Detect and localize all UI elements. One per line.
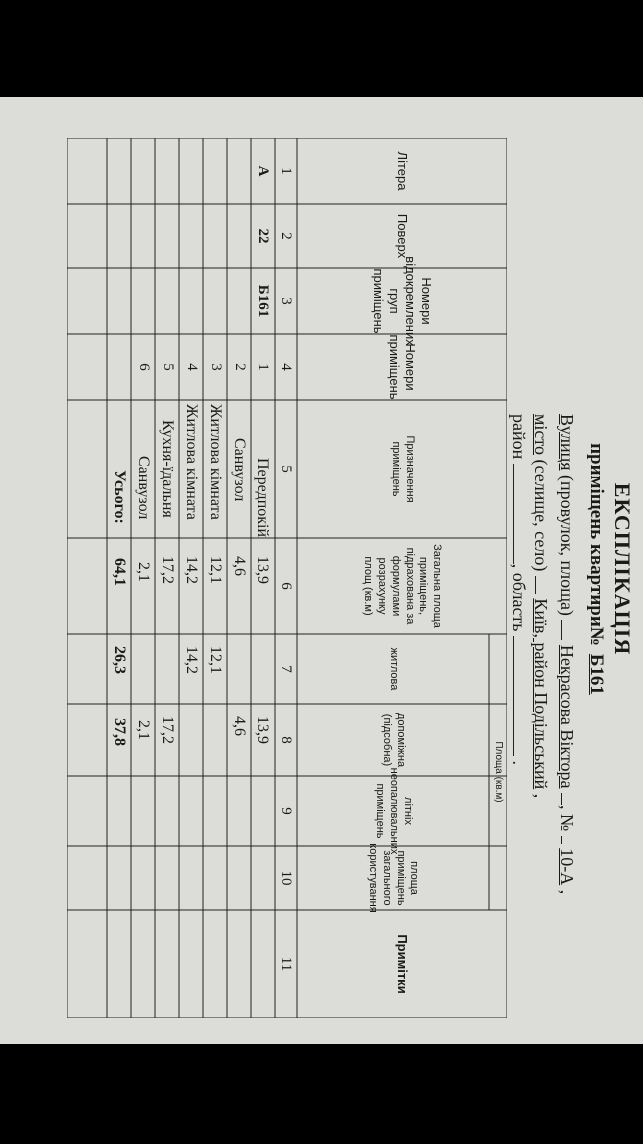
row-5-aux: 17,2 [159, 716, 176, 744]
apartment-number: Б161 [586, 653, 607, 695]
document-photo [0, 97, 643, 1044]
col-number-11: 11 [278, 956, 294, 972]
row-6-total: 2,1 [135, 562, 152, 582]
row-2-purpose: Санвузол [231, 438, 248, 502]
col-number-7: 7 [278, 665, 294, 673]
header-floor: Поверх [395, 213, 411, 259]
header-total-area: Загальна площа приміщень, підрахована за формулами розрахунку площ (кв.м) [362, 544, 444, 628]
row-3-living: 12,1 [207, 646, 224, 674]
header-summer: літніх неопалювальних приміщень [374, 767, 414, 855]
row-6-aux: 2,1 [135, 720, 152, 740]
row-6-purpose: Санвузол [135, 456, 152, 520]
row-4-living: 14,2 [183, 646, 200, 674]
col-number-1: 1 [278, 167, 294, 175]
row-2-total: 4,6 [231, 556, 248, 576]
col-number-8: 8 [278, 736, 294, 744]
cell-litera: А [255, 165, 271, 177]
row-1-total: 13,9 [254, 556, 271, 584]
col-number-2: 2 [278, 232, 294, 240]
header-area-group: Площа (кв.м) [493, 741, 505, 803]
header-common: площа приміщень загального користування [367, 843, 421, 913]
totals-total: 64,1 [111, 558, 128, 586]
row-1-purpose: Передпокій [254, 458, 271, 538]
header-groups: Номери відокремлених груп приміщень [370, 256, 435, 346]
house-number: 10-А [557, 848, 577, 886]
header-litera: Літера [395, 151, 411, 191]
row-5-number: 5 [160, 363, 176, 371]
header-aux: допоміжна (підсобна) [381, 712, 407, 768]
row-5-purpose: Кухня-їдальня [159, 420, 176, 518]
explication-sheet [18, 104, 643, 1034]
row-3-total: 12,1 [207, 556, 224, 584]
cell-group: Б161 [255, 284, 271, 318]
col-number-6: 6 [278, 582, 294, 590]
row-3-purpose: Житлова кімната [207, 404, 224, 520]
totals-aux: 37,8 [111, 718, 128, 746]
row-6-number: 6 [136, 363, 152, 371]
street-line: Вулиця (провулок, площа) Некрасова Віктора , № 10-А , [557, 414, 577, 895]
totals-label: Усього: [111, 470, 128, 524]
row-3-number: 3 [208, 363, 224, 371]
col-number-4: 4 [278, 363, 294, 371]
col-number-3: 3 [278, 297, 294, 305]
row-4-total: 14,2 [183, 556, 200, 584]
document-subtitle: приміщень квартири№Б161 [586, 443, 607, 695]
header-living: житлова [387, 647, 400, 691]
col-number-10: 10 [278, 870, 294, 886]
col-number-9: 9 [278, 807, 294, 815]
cell-floor: 22 [255, 228, 271, 244]
row-4-purpose: Житлова кімната [183, 404, 200, 520]
city-value: Київ, район Подільський [531, 598, 551, 790]
row-4-number: 4 [184, 363, 200, 371]
header-notes: Примітки [395, 934, 411, 994]
col-number-5: 5 [278, 465, 294, 473]
totals-living: 26,3 [111, 646, 128, 674]
city-line: місто (селище, село) Київ, район Подільський , [531, 414, 551, 799]
row-2-number: 2 [232, 363, 248, 371]
row-1-number: 1 [255, 363, 271, 371]
street-value: Некрасова Віктора [557, 644, 577, 789]
row-2-aux: 4,6 [231, 716, 248, 736]
row-5-total: 17,2 [159, 556, 176, 584]
header-purpose: Призначення приміщень [390, 435, 416, 503]
district-line: район , область . [509, 414, 529, 766]
header-rooms: Номери приміщень [387, 334, 419, 400]
explication-table [67, 138, 507, 1018]
document-title: ЕКСПЛІКАЦІЯ [610, 482, 635, 656]
row-1-aux: 13,9 [254, 716, 271, 744]
